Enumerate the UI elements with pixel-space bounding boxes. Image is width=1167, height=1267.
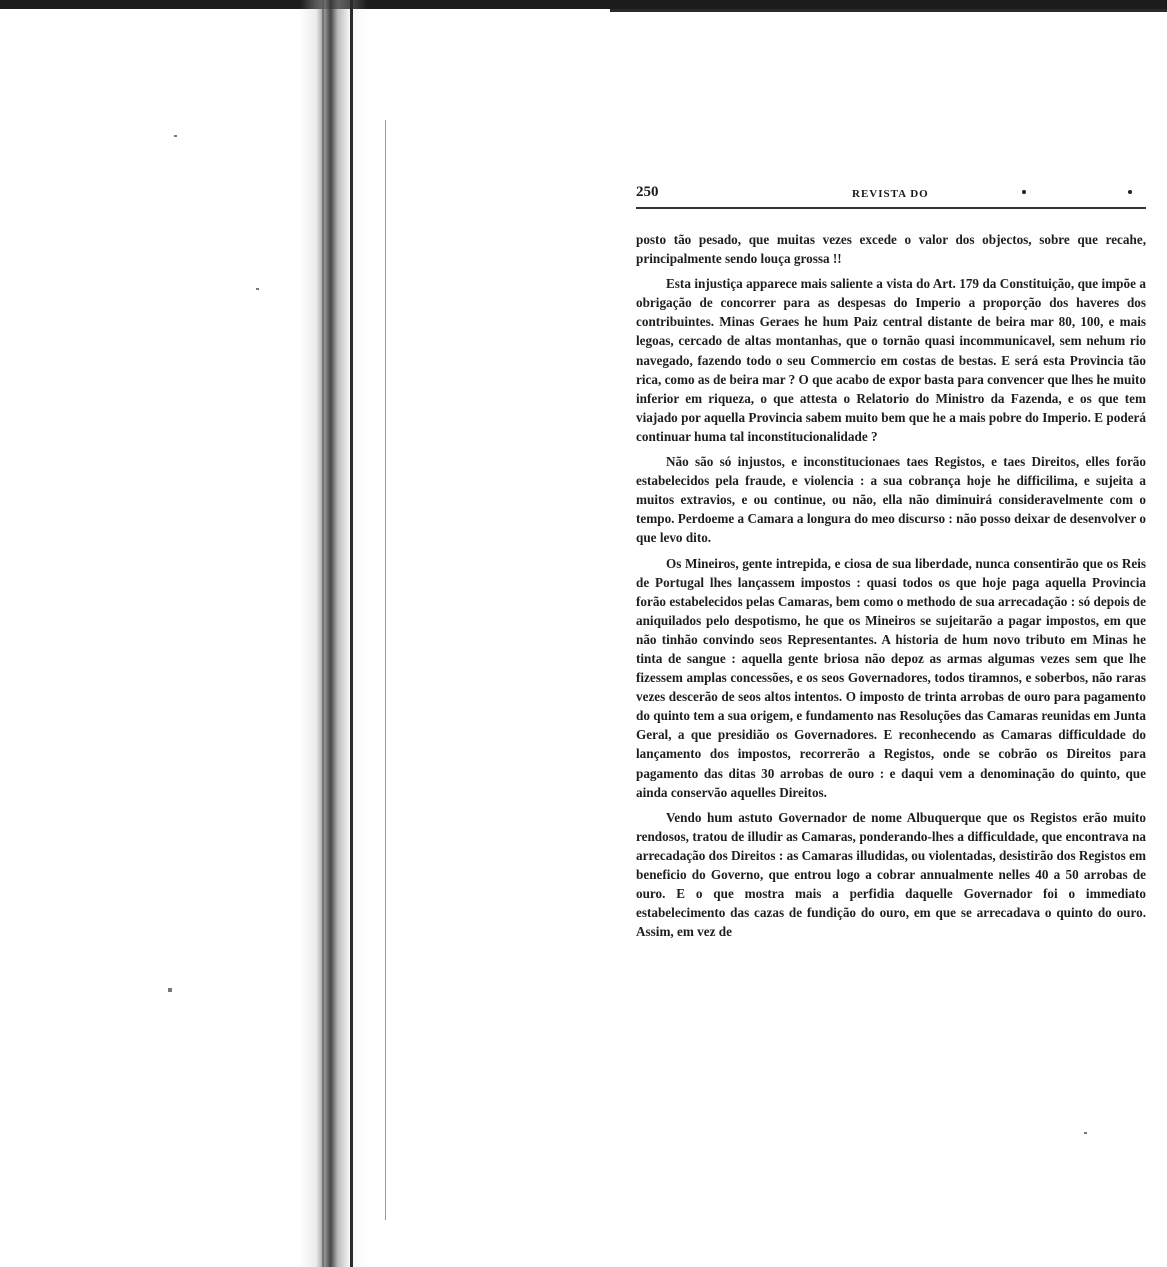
page-body [636,230,1146,947]
paragraph: Não são só injustos, e inconstitucionaes taes Registos, e taes Direitos, elles forão estabelecidos pela fraude, e violencia : a sua cobrança hoje he difficilima, e sujeita a muitos extravios, e ou continue, ou não, ella não diminuirá consideravelmente com o tempo. Perdoeme a Camara a longura do meo discurso : não posso deixar de desenvolver o que levo dito. [636,454,1146,546]
running-title: REVISTA DO [852,188,929,200]
page-number: 250 [636,184,659,200]
scan-top-border-right [610,9,1167,12]
paragraph: posto tão pesado, que muitas vezes excede o valor dos objectos, sobre que recahe, principalmente sendo louça grossa !! [636,232,1146,267]
gutter-line [322,0,324,1267]
header-rule [636,207,1146,209]
head-dot [1022,190,1026,194]
paragraph: Esta injustiça apparece mais saliente a vista do Art. 179 da Constituição, que impõe a obrigação de concorrer para as despesas do Imperio a proporção dos haveres dos contribuintes. Minas Geraes he hum Paiz central distante de beira mar 80, 100, e mais legoas, cercado de altas montanhas, que o tornão quasi incommunicavel, sem nehum rio navegado, fazendo todo o seu Commercio em costas de bestas. E será esta Provincia tão rica, como as de beira mar ? O que acabo de expor basta para convencer que lhes he muito inferior em riqueza, o que attesta o Relatorio do Ministro da Fazenda, e os que tem viajado por aquella Provincia sabem muito bem que he a mais pobre do Imperio. E poderá continuar huma tal inconstitucionalidade ? [636,276,1146,444]
head-dot [1128,190,1132,194]
scan-speck [256,288,259,290]
scan-speck [174,135,177,137]
paragraph: Os Mineiros, gente intrepida, e ciosa de sua liberdade, nunca consentirão que os Reis de Portugal lhes lançassem impostos : quasi todos os que hoje paga aquella Provincia forão estabelecidos pelas Camaras, bem como o methodo de sua arrecadação : só depois de aniquilados pelo despotismo, he que os Mineiros se sujeitarão a pagar impostos, em que não tinhão convindo seos Representantes. A historia de hum novo tributo em Minas he tinta de sangue : aquella gente briosa não depoz as armas algumas vezes sem que lhe fizessem amplas concessões, e os seos Governadores, todos tiramnos, e soberbos, não raras vezes descerão de seos altos intentos. O imposto de trinta arrobas de ouro para pagamento do quinto tem a sua origem, e fundamento nas Resoluções das Camaras reunidas em Junta Geral, a que presidião os Governadores. E reconhecendo as Camaras difficuldade do lançamento dos impostos, recorrerão a Registos, onde se cobrão os Direitos para pagamento das ditas 30 arrobas de ouro : e daqui vem a denominação do quinto, que ainda conservão aquelles Direitos. [636,555,1146,800]
scan-speck [168,988,172,992]
gutter-line [350,0,353,1267]
paragraph: Vendo hum astuto Governador de nome Albuquerque que os Registos erão muito rendosos, tratou de illudir as Camaras, ponderando-lhes a difficuldade, que encontrava na arrecadação dos Direitos : as Camaras illudidas, ou violentadas, desistirão dos Registos em beneficio do Governo, que entrou logo a cobrar annualmente nelles 40 a 50 arrobas de ouro. E o que mostra mais a perfidia daquelle Governador foi o immediato estabelecimento das cazas de fundição do ouro, em que se arrecadava o quinto do ouro. Assim, em vez de [636,809,1146,940]
scan-top-border [0,0,1167,9]
scan-speck [1084,1132,1087,1134]
gutter-line [385,120,386,1220]
book-gutter-shadow [300,0,390,1267]
running-head [636,184,1146,208]
